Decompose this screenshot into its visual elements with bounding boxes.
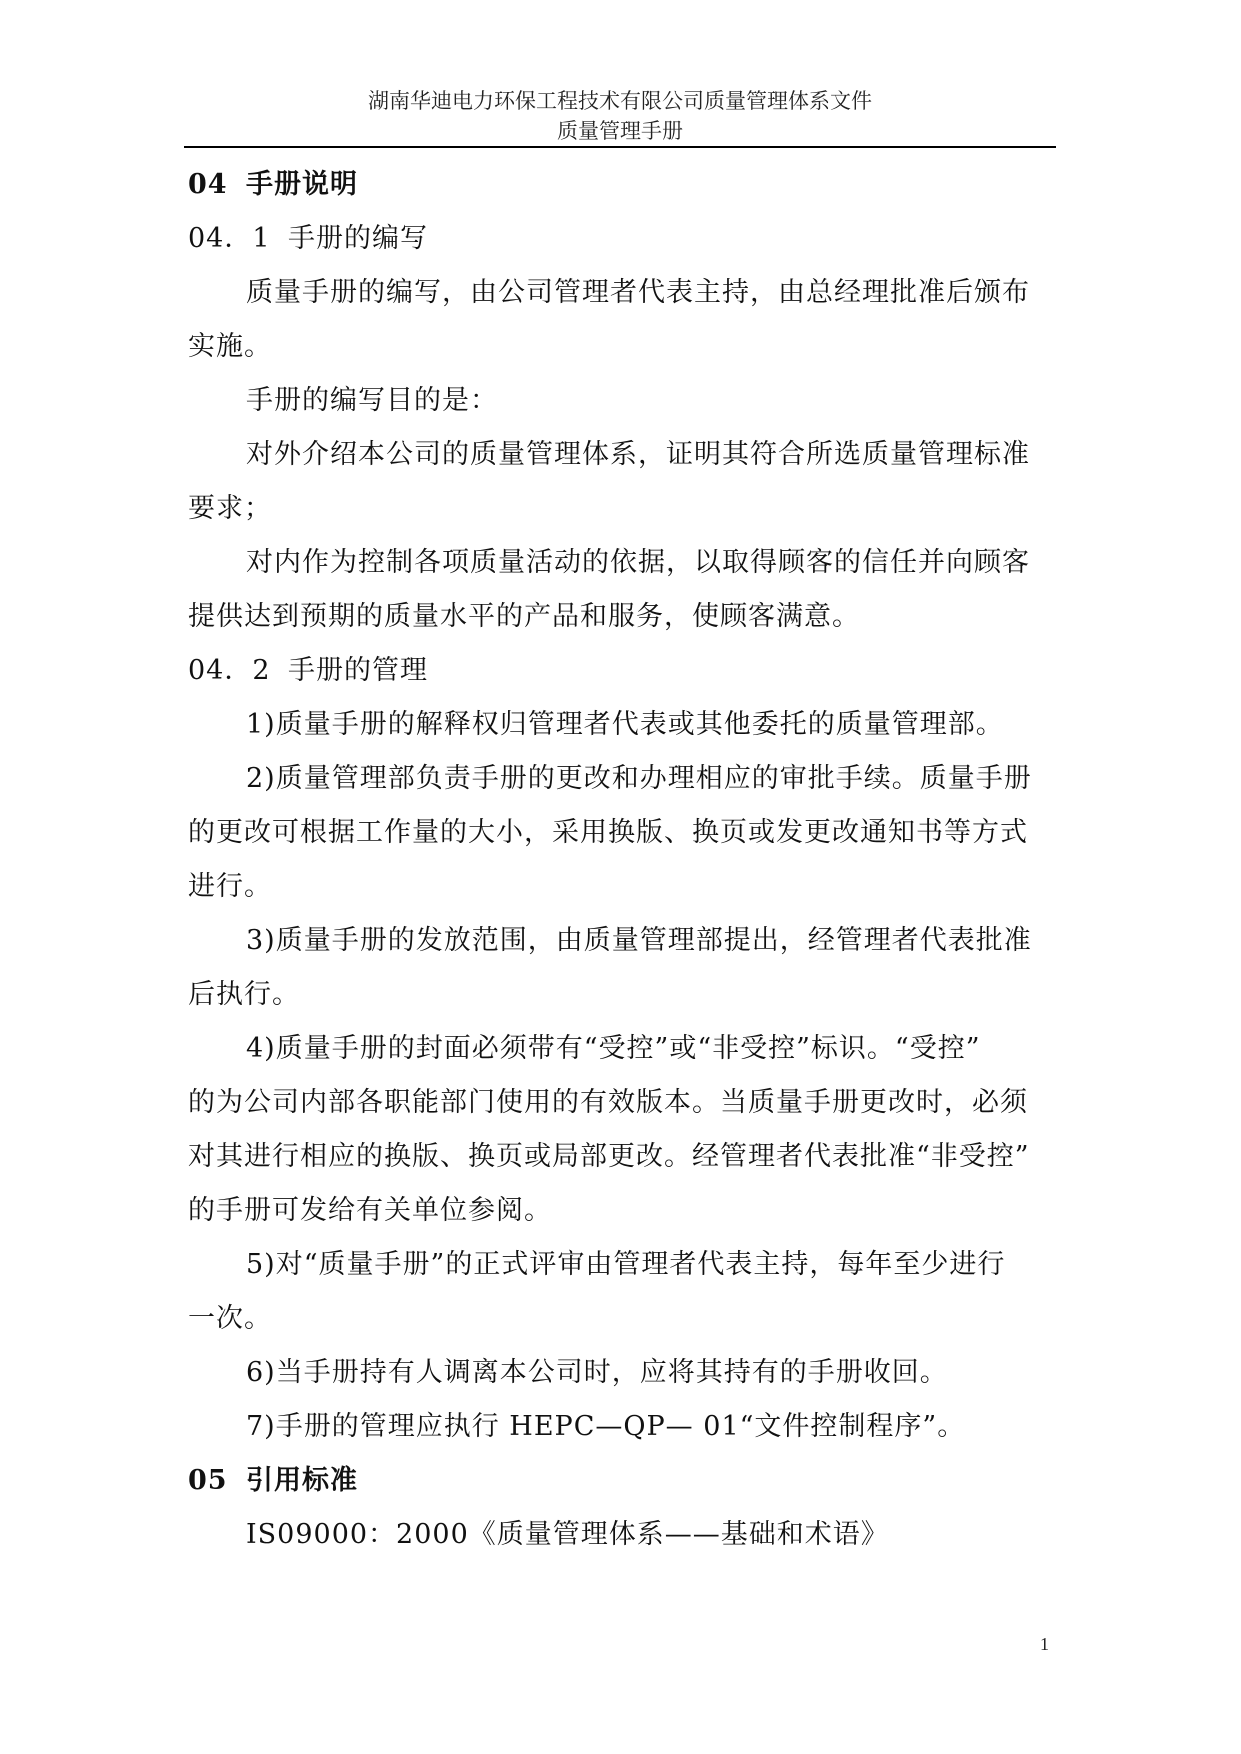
list-item-line: 7)手册的管理应执行 HEPC—QP— 01“文件控制程序”。: [246, 1411, 966, 1442]
list-item-line: 的为公司内部各职能部门使用的有效版本。当质量手册更改时，必须: [188, 1087, 1028, 1118]
subsection-number: 04．2: [188, 655, 271, 686]
list-item-line: 3)质量手册的发放范围，由质量管理部提出，经管理者代表批准: [246, 925, 1032, 956]
section-heading-04: [188, 158, 1063, 212]
list-item-line: 的更改可根据工作量的大小，采用换版、换页或发更改通知书等方式: [188, 817, 1028, 848]
reference-standard-line: IS09000：2000《质量管理体系——基础和术语》: [246, 1519, 889, 1550]
subsection-title: 手册的编写: [288, 223, 428, 254]
list-item-line: 后执行。: [188, 979, 300, 1010]
paragraph-line: 对内作为控制各项质量活动的依据，以取得顾客的信任并向顾客: [246, 547, 1030, 578]
paragraph-line: 实施。: [188, 331, 272, 362]
header-company-line: 湖南华迪电力环保工程技术有限公司质量管理体系文件: [368, 89, 872, 113]
paragraph-line: 对外介绍本公司的质量管理体系，证明其符合所选质量管理标准: [246, 439, 1030, 470]
section-heading-05: [188, 1454, 1063, 1508]
list-item-line: 4)质量手册的封面必须带有“受控”或“非受控”标识。“受控”: [246, 1033, 981, 1064]
subsection-title: 手册的管理: [288, 655, 428, 686]
list-item-line: 一次。: [188, 1303, 272, 1334]
document-body: [188, 158, 1063, 1562]
paragraph-line: 质量手册的编写，由公司管理者代表主持，由总经理批准后颁布: [246, 277, 1030, 308]
list-item-line: 对其进行相应的换版、换页或局部更改。经管理者代表批准“非受控”: [188, 1141, 1030, 1172]
subsection-heading-04-2: [188, 644, 1063, 698]
paragraph-line: 要求；: [188, 493, 272, 524]
list-item-line: 2)质量管理部负责手册的更改和办理相应的审批手续。质量手册: [246, 763, 1032, 794]
page-header: [184, 86, 1056, 146]
list-item-line: 6)当手册持有人调离本公司时，应将其持有的手册收回。: [246, 1357, 948, 1388]
section-number: 05: [188, 1465, 228, 1496]
header-divider: [184, 146, 1056, 148]
list-item-line: 5)对“质量手册”的正式评审由管理者代表主持，每年至少进行: [246, 1249, 1006, 1280]
header-manual-title: 质量管理手册: [557, 119, 683, 143]
list-item-line: 的手册可发给有关单位参阅。: [188, 1195, 552, 1226]
page-number: 1: [1040, 1634, 1049, 1654]
list-item-line: 1)质量手册的解释权归管理者代表或其他委托的质量管理部。: [246, 709, 1004, 740]
section-number: 04: [188, 169, 228, 200]
subsection-number: 04．1: [188, 223, 271, 254]
section-title: 引用标准: [246, 1465, 358, 1496]
paragraph-line: 手册的编写目的是：: [246, 385, 498, 416]
subsection-heading-04-1: [188, 212, 1063, 266]
list-item-line: 进行。: [188, 871, 272, 902]
paragraph-line: 提供达到预期的质量水平的产品和服务，使顾客满意。: [188, 601, 860, 632]
section-title: 手册说明: [246, 169, 358, 200]
